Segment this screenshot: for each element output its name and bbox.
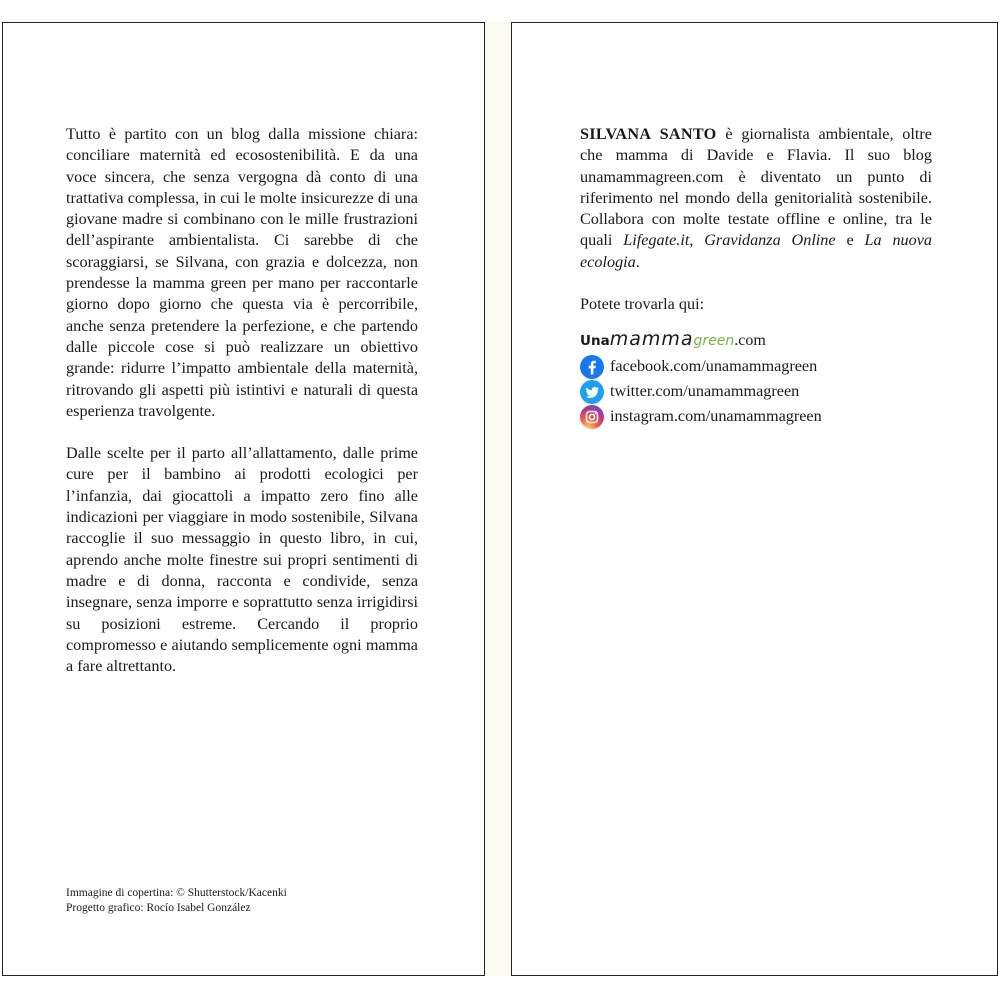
bio-separator: , bbox=[689, 231, 705, 250]
instagram-icon bbox=[580, 405, 604, 429]
author-name: SILVANA SANTO bbox=[580, 125, 717, 143]
site-logo-com: .com bbox=[734, 332, 766, 350]
instagram-link-text: instagram.com/unamammagreen bbox=[610, 407, 822, 426]
synopsis-paragraph-1: Tutto è partito con un blog dalla missione chiara: conciliare maternità ed ecosostenibilità. E da una voce sincera, che senza vergogna dà conto di una trattativa complessa, in cui le molte insicurezze di una giovane madre si combinano con le mille frustrazioni dell’aspirante ambientalista. Ci sarebbe di che scoraggiarsi, se Silvana, con grazia e dolcezza, non prendesse la mamma green per mano per raccontarle giorno dopo giorno che questa via è percorribile, anche senza pretendere la perfezione, e che partendo dalle piccole cose si può realizzare un obiettivo grande: ridurre l’impatto ambientale della maternità, ritrovando gli aspetti più istintivi e naturali di questa esperienza travolgente. bbox=[66, 125, 418, 420]
bio-end: . bbox=[635, 252, 640, 271]
site-logo-una: Una bbox=[580, 333, 610, 350]
find-her-label: Potete trovarla qui: bbox=[580, 295, 705, 314]
twitter-link[interactable] bbox=[580, 379, 932, 404]
twitter-icon bbox=[580, 380, 604, 404]
social-links bbox=[580, 354, 932, 429]
website-link[interactable] bbox=[580, 329, 932, 354]
credits bbox=[66, 886, 426, 916]
outlet-lifegate: Lifegate.it bbox=[623, 231, 690, 250]
bio-text: è giornalista ambientale, oltre che mamma di Davide e Flavia. Il suo blog unamammagreen.com è diventato un punto di riferimento nel mondo della genitorialità sostenibile. Collabora con molte testate offline e online, tra le quali bbox=[580, 125, 932, 250]
left-flap bbox=[66, 124, 418, 698]
outlet-gravidanza-online: Gravidanza Online bbox=[704, 231, 836, 250]
synopsis-paragraph-2: Dalle scelte per il parto all’allattamento, dalle prime cure per il bambino ai prodotti ecologici per l’infanzia, dai giocattoli a impatto zero fino alle indicazioni per viaggiare in modo sostenibile, Silvana raccoglie il suo messaggio in questo libro, in cui, aprendo anche molte finestre sui propri sentimenti di madre e di donna, racconta e condivide, senza insegnare, senza imporre e soprattutto senza irrigidirsi su posizioni estreme. Cercando il proprio compromesso e aiutando semplicemente ogni mamma a fare altrettanto. bbox=[66, 444, 418, 676]
twitter-link-text: twitter.com/unamammagreen bbox=[610, 382, 800, 401]
book-spine bbox=[484, 22, 512, 976]
right-flap bbox=[580, 124, 932, 429]
instagram-link[interactable] bbox=[580, 404, 932, 429]
author-bio bbox=[580, 124, 932, 273]
facebook-link-text: facebook.com/unamammagreen bbox=[610, 357, 818, 376]
cover-image-credit: Immagine di copertina: © Shutterstock/Kacenki bbox=[66, 887, 287, 899]
facebook-link[interactable] bbox=[580, 354, 932, 379]
site-logo-green: green bbox=[693, 333, 735, 350]
outlet-nuova-ecologia: La nuova ecologia bbox=[580, 231, 933, 271]
design-credit: Progetto grafico: Rocío Isabel González bbox=[66, 902, 251, 914]
site-logo-mamma: mamma bbox=[609, 328, 694, 351]
bio-separator: e bbox=[835, 231, 865, 250]
facebook-icon bbox=[580, 355, 604, 379]
